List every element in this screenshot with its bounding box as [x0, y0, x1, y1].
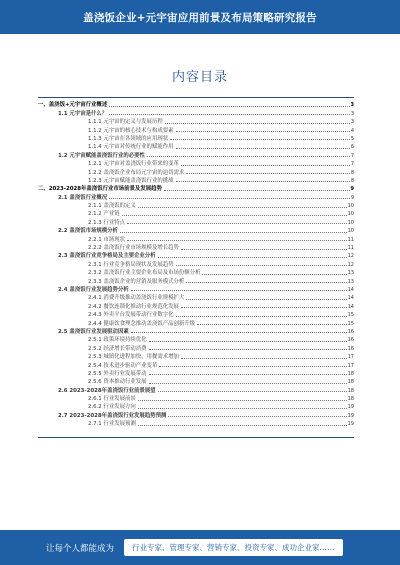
toc-entry[interactable] [38, 410, 354, 418]
toc-entry-text: 2.3.3 盖浇饭企业的营销及服务模式分析 [88, 278, 185, 285]
toc-entry-text: 1.1.2 元宇宙的核心技术与构成要素 [88, 127, 174, 134]
toc-entry[interactable] [38, 301, 354, 309]
toc-entry[interactable] [38, 217, 354, 225]
toc-entry[interactable] [38, 184, 354, 192]
toc-bottom-rule [38, 437, 354, 438]
toc-leader-dots [109, 106, 349, 107]
toc-entry-text: 2.5.1 政策环境持续优化 [88, 337, 147, 344]
toc-entry-text: 2.1.3 行业特点 [88, 219, 125, 226]
toc-leader-dots [170, 139, 350, 140]
toc-leader-dots [186, 282, 346, 283]
toc-page-number: 12 [347, 261, 354, 268]
toc-page-number: 10 [347, 203, 354, 210]
toc-entry-text: 2.4.1 消费升级推动盖浇饭行业规模扩大 [88, 295, 185, 302]
toc-entry[interactable] [38, 360, 354, 368]
toc-leader-dots [109, 198, 350, 199]
toc-entry-text: 2.1.1 盖浇饭的定义 [88, 203, 136, 210]
toc-leader-dots [176, 131, 350, 132]
toc-entry[interactable] [38, 134, 354, 142]
toc-page-number: 16 [347, 328, 354, 335]
toc-page-number: 11 [347, 236, 354, 243]
footer-lead-text: 让每个人都能成为 [46, 543, 115, 554]
toc-entry-text: 1.2.1 元宇宙对盖浇饭行业带来的变革 [88, 161, 179, 168]
toc-leader-dots [149, 349, 347, 350]
toc-entry-text: 2.1 盖浇饭行业概况 [58, 194, 108, 201]
toc-page-number: 10 [347, 228, 354, 235]
toc-leader-dots [120, 232, 347, 233]
toc-leader-dots [168, 416, 346, 417]
toc-page-number: 10 [347, 211, 354, 218]
toc-entry[interactable] [38, 285, 354, 293]
toc-leader-dots [127, 223, 347, 224]
toc-entry[interactable] [38, 176, 354, 184]
toc-leader-dots [165, 123, 350, 124]
toc-page-number: 14 [347, 295, 354, 302]
toc-entry[interactable] [38, 201, 354, 209]
toc-entry[interactable] [38, 276, 354, 284]
report-title: 盖浇饭企业+元宇宙应用前景及布局策略研究报告 [83, 11, 317, 24]
toc-leader-dots [109, 114, 350, 115]
toc-page-number: 3 [350, 110, 354, 117]
toc-page-number: 5 [350, 135, 354, 142]
toc-page-number: 18 [347, 379, 354, 386]
toc-entry-text: 2.7.1 行业发展预测 [88, 421, 136, 428]
toc-entry[interactable] [38, 142, 354, 150]
toc-leader-dots [181, 307, 347, 308]
toc-page-number: 11 [347, 245, 354, 252]
toc-page-number: 13 [347, 278, 354, 285]
toc-page-number: 18 [347, 396, 354, 403]
toc-leader-dots [149, 383, 347, 384]
toc-entry[interactable] [38, 402, 354, 410]
toc-leader-dots [138, 425, 347, 426]
toc-entry-text: 2.3.1 行业竞争格局现状及发展趋势 [88, 261, 174, 268]
toc-leader-dots [159, 366, 346, 367]
toc-entry-text: 2.2 盖浇饭市场规模分析 [58, 228, 118, 235]
toc-entry-text: 2.6.2 行业发展方向 [88, 404, 136, 411]
toc-leader-dots [122, 215, 347, 216]
toc-entry-text: 2.5 盖浇饭行业发展驱动因素 [58, 328, 129, 335]
toc-entry[interactable] [38, 243, 354, 251]
toc-top-rule [38, 97, 354, 98]
toc-page-number: 15 [347, 312, 354, 319]
toc-entry[interactable] [38, 419, 354, 427]
toc-page-number: 17 [347, 354, 354, 361]
toc-entry-text: 2.5.2 经济增长带动消费 [88, 345, 147, 352]
toc-entry[interactable] [38, 167, 354, 175]
toc-entry[interactable] [38, 310, 354, 318]
toc-leader-dots [149, 341, 347, 342]
toc-leader-dots [181, 249, 347, 250]
toc-leader-dots [138, 400, 347, 401]
toc-entry-text: 2.1.2 产业链 [88, 211, 120, 218]
toc-entry-text: 2.5.3 城镇化进程加快，用餐需求增加 [88, 354, 179, 361]
toc-leader-dots [176, 316, 347, 317]
toc-entry-text: 2.2.1 市场现状 [88, 236, 125, 243]
toc-entry[interactable] [38, 293, 354, 301]
toc-page-number: 3 [350, 119, 354, 126]
toc-entry-text: 1.1.4 元宇宙对传统行业的赋能作用 [88, 144, 174, 151]
toc-leader-dots [186, 173, 350, 174]
toc-page-number: 16 [347, 345, 354, 352]
toc-page-number: 13 [347, 270, 354, 277]
toc-entry[interactable] [38, 352, 354, 360]
toc-page-number: 12 [347, 253, 354, 260]
toc-entry[interactable] [38, 268, 354, 276]
toc-page-number: 8 [350, 169, 354, 176]
toc-entry[interactable] [38, 159, 354, 167]
toc-page-number: 14 [347, 286, 354, 293]
toc-page-number: 19 [347, 412, 354, 419]
toc-entry[interactable] [38, 318, 354, 326]
toc-entry-text: 2.5.4 技术进步驱动产业变革 [88, 362, 158, 369]
toc-leader-dots [147, 156, 350, 157]
toc-leader-dots [176, 181, 350, 182]
toc-entry-text: 一、盖浇饭+元宇宙行业概述 [38, 102, 108, 109]
toc-entry-text: 2.4.3 外卖平台发展带动行业数字化 [88, 312, 174, 319]
toc-leader-dots [127, 240, 347, 241]
toc-entry-text: 2.3 盖浇饭行业竞争格局及主要企业分析 [58, 253, 156, 260]
toc-entry[interactable] [38, 343, 354, 351]
toc-entry-text: 2.3.2 盖浇饭行业主要企业布局及市场份额分析 [88, 270, 201, 277]
toc-leader-dots [131, 290, 347, 291]
toc-entry[interactable] [38, 335, 354, 343]
toc-entry-text: 2.5.5 外卖行业发展带动 [88, 370, 147, 377]
footer-banner [0, 530, 400, 565]
toc-page-number: 19 [347, 421, 354, 428]
toc-entry-text: 二、2023-2028年盖浇饭行业市场前景及发展趋势 [38, 186, 162, 193]
toc-entry-text: 2.6 2023-2028年盖浇饭行业前景展望 [58, 387, 156, 394]
toc-leader-dots [149, 374, 347, 375]
toc-entry[interactable] [38, 385, 354, 393]
toc-entry-text: 2.6.1 行业发展前景 [88, 396, 136, 403]
toc-page-number: 7 [350, 152, 354, 159]
toc-entry-text: 1.2 元宇宙赋能盖浇饭行业的必要性 [58, 152, 145, 159]
toc-leader-dots [158, 257, 347, 258]
toc-leader-dots [176, 148, 350, 149]
toc-page-number: 10 [347, 219, 354, 226]
toc-heading: 内容目录 [171, 70, 228, 85]
report-title-banner [0, 0, 400, 34]
toc-entry[interactable] [38, 209, 354, 217]
toc-entry[interactable] [38, 125, 354, 133]
toc-page-number: 9 [350, 194, 354, 201]
toc-entry[interactable] [38, 259, 354, 267]
toc-entry-text: 2.2.2 盖浇饭行业市场规模及增长趋势 [88, 245, 179, 252]
toc-leader-dots [176, 265, 347, 266]
toc-entry-text: 2.5.6 资本推动行业发展 [88, 379, 147, 386]
toc-entry[interactable] [38, 377, 354, 385]
toc-page-number: 18 [347, 387, 354, 394]
toc-entry[interactable] [38, 100, 354, 108]
toc-page-number: 9 [350, 186, 354, 193]
toc-page-number: 16 [347, 337, 354, 344]
toc-leader-dots [138, 207, 347, 208]
toc-page-number: 15 [347, 320, 354, 327]
toc-page-number: 6 [350, 144, 354, 151]
toc-leader-dots [131, 332, 347, 333]
toc-entry-text: 1.1.1 元宇宙的定义与发展历程 [88, 119, 163, 126]
toc-leader-dots [197, 324, 347, 325]
toc-page-number: 7 [350, 161, 354, 168]
toc-page-number: 17 [347, 362, 354, 369]
toc-page-number: 19 [347, 404, 354, 411]
toc-page-number: 3 [350, 102, 354, 109]
table-of-contents [38, 100, 354, 427]
toc-leader-dots [158, 391, 347, 392]
toc-entry[interactable] [38, 234, 354, 242]
toc-leader-dots [181, 165, 350, 166]
toc-entry-text: 2.7 2023-2028年盖浇饭行业发展趋势预测 [58, 412, 167, 419]
toc-entry[interactable] [38, 394, 354, 402]
toc-entry[interactable] [38, 327, 354, 335]
toc-entry[interactable] [38, 108, 354, 116]
toc-page-number: 8 [350, 177, 354, 184]
toc-entry-text: 1.2.2 盖浇饭企业布局元宇宙的迫切需求 [88, 169, 185, 176]
footer-roles-text: 行业专家、管理专家、营销专家、投资专家、成功企业家…… [124, 539, 343, 556]
toc-entry[interactable] [38, 369, 354, 377]
toc-page-number: 14 [347, 303, 354, 310]
toc-leader-dots [186, 299, 346, 300]
toc-entry[interactable] [38, 117, 354, 125]
toc-entry-text: 2.4.4 健康饮食理念推动盖浇饭产品创新升级 [88, 320, 196, 327]
toc-entry[interactable] [38, 226, 354, 234]
toc-entry-text: 1.1.3 元宇宙在各领域的应用现状 [88, 135, 169, 142]
toc-entry[interactable] [38, 150, 354, 158]
toc-page-number: 4 [350, 127, 354, 134]
toc-page-number: 18 [347, 370, 354, 377]
toc-entry[interactable] [38, 251, 354, 259]
toc-leader-dots [181, 358, 347, 359]
toc-entry-text: 1.1 元宇宙是什么？ [58, 110, 108, 117]
toc-entry-text: 2.4.2 餐饮连锁化推动行业规范化发展 [88, 303, 179, 310]
toc-entry-text: 1.2.3 元宇宙赋能盖浇饭行业的挑战 [88, 177, 174, 184]
toc-leader-dots [164, 190, 350, 191]
toc-leader-dots [202, 274, 346, 275]
toc-entry-text: 2.4 盖浇饭行业发展趋势分析 [58, 286, 129, 293]
toc-entry[interactable] [38, 192, 354, 200]
toc-leader-dots [138, 408, 347, 409]
